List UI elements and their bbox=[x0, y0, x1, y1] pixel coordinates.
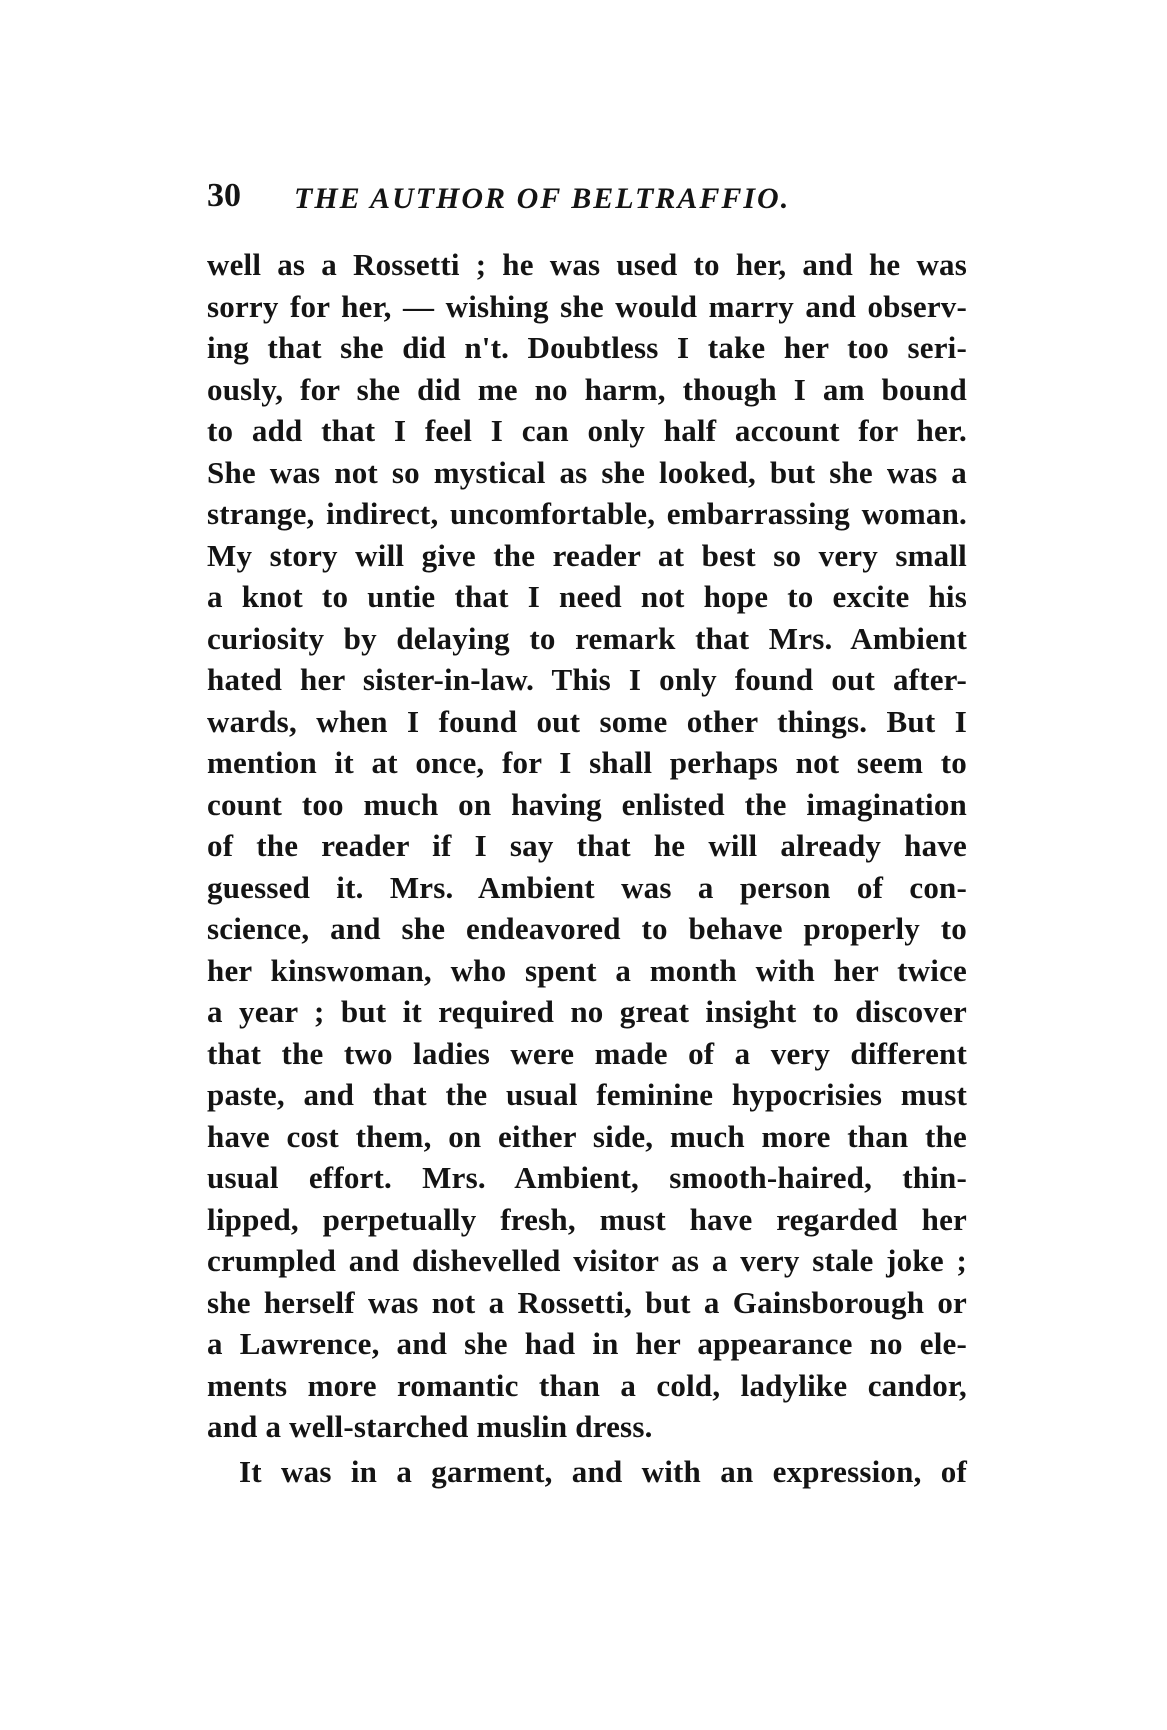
text-line: well as a Rossetti ; he was used to her, and he was bbox=[207, 247, 967, 282]
text-line: science, and she endeavored to behave properly to bbox=[207, 911, 967, 946]
text-line: crumpled and dishevelled visitor as a very stale joke ; bbox=[207, 1243, 967, 1278]
text-line: mention it at once, for I shall perhaps not seem to bbox=[207, 745, 967, 780]
text-line: of the reader if I say that he will already have bbox=[207, 828, 967, 863]
text-line: her kinswoman, who spent a month with her twice bbox=[207, 952, 967, 988]
text-line: wards, when I found out some other things. But I bbox=[207, 703, 967, 739]
text-line: and a well-starched muslin dress. bbox=[207, 1409, 653, 1444]
text-line: a year ; but it required no great insight to discover bbox=[207, 994, 967, 1029]
text-line: ments more romantic than a cold, ladylike candor, bbox=[207, 1367, 967, 1403]
text-line: have cost them, on either side, much more than the bbox=[207, 1118, 967, 1154]
text-line: curiosity by delaying to remark that Mrs. Ambient bbox=[207, 620, 967, 656]
text-line: ously, for she did me no harm, though I am bound bbox=[207, 371, 967, 407]
page-header bbox=[207, 176, 967, 224]
text-line: a Lawrence, and she had in her appearance no ele- bbox=[207, 1326, 967, 1361]
body-text bbox=[207, 244, 967, 1492]
text-line: to add that I feel I can only half account for her. bbox=[207, 413, 967, 448]
text-line: My story will give the reader at best so very small bbox=[207, 537, 967, 573]
text-line: sorry for her, — wishing she would marry and observ- bbox=[207, 288, 967, 324]
text-line: a knot to untie that I need not hope to excite his bbox=[207, 579, 967, 614]
text-line: that the two ladies were made of a very different bbox=[207, 1035, 967, 1071]
paragraph-start-line: It was in a garment, and with an expression, of bbox=[239, 1453, 967, 1489]
text-line: paste, and that the usual feminine hypocrisies must bbox=[207, 1077, 967, 1112]
page-number: 30 bbox=[207, 177, 241, 214]
running-title: THE AUTHOR OF BELTRAFFIO. bbox=[294, 182, 791, 215]
text-line: strange, indirect, uncomfortable, embarrassing woman. bbox=[207, 496, 967, 531]
text-line: lipped, perpetually fresh, must have regarded her bbox=[207, 1201, 967, 1237]
text-line: guessed it. Mrs. Ambient was a person of con- bbox=[207, 869, 967, 905]
text-line: count too much on having enlisted the imagination bbox=[207, 786, 967, 822]
text-line: She was not so mystical as she looked, but she was a bbox=[207, 454, 967, 490]
text-line: usual effort. Mrs. Ambient, smooth-haired, thin- bbox=[207, 1160, 967, 1195]
text-line: she herself was not a Rossetti, but a Gainsborough or bbox=[207, 1284, 967, 1320]
text-line: hated her sister-in-law. This I only found out after- bbox=[207, 662, 967, 697]
text-line: ing that she did n't. Doubtless I take her too seri- bbox=[207, 330, 967, 365]
